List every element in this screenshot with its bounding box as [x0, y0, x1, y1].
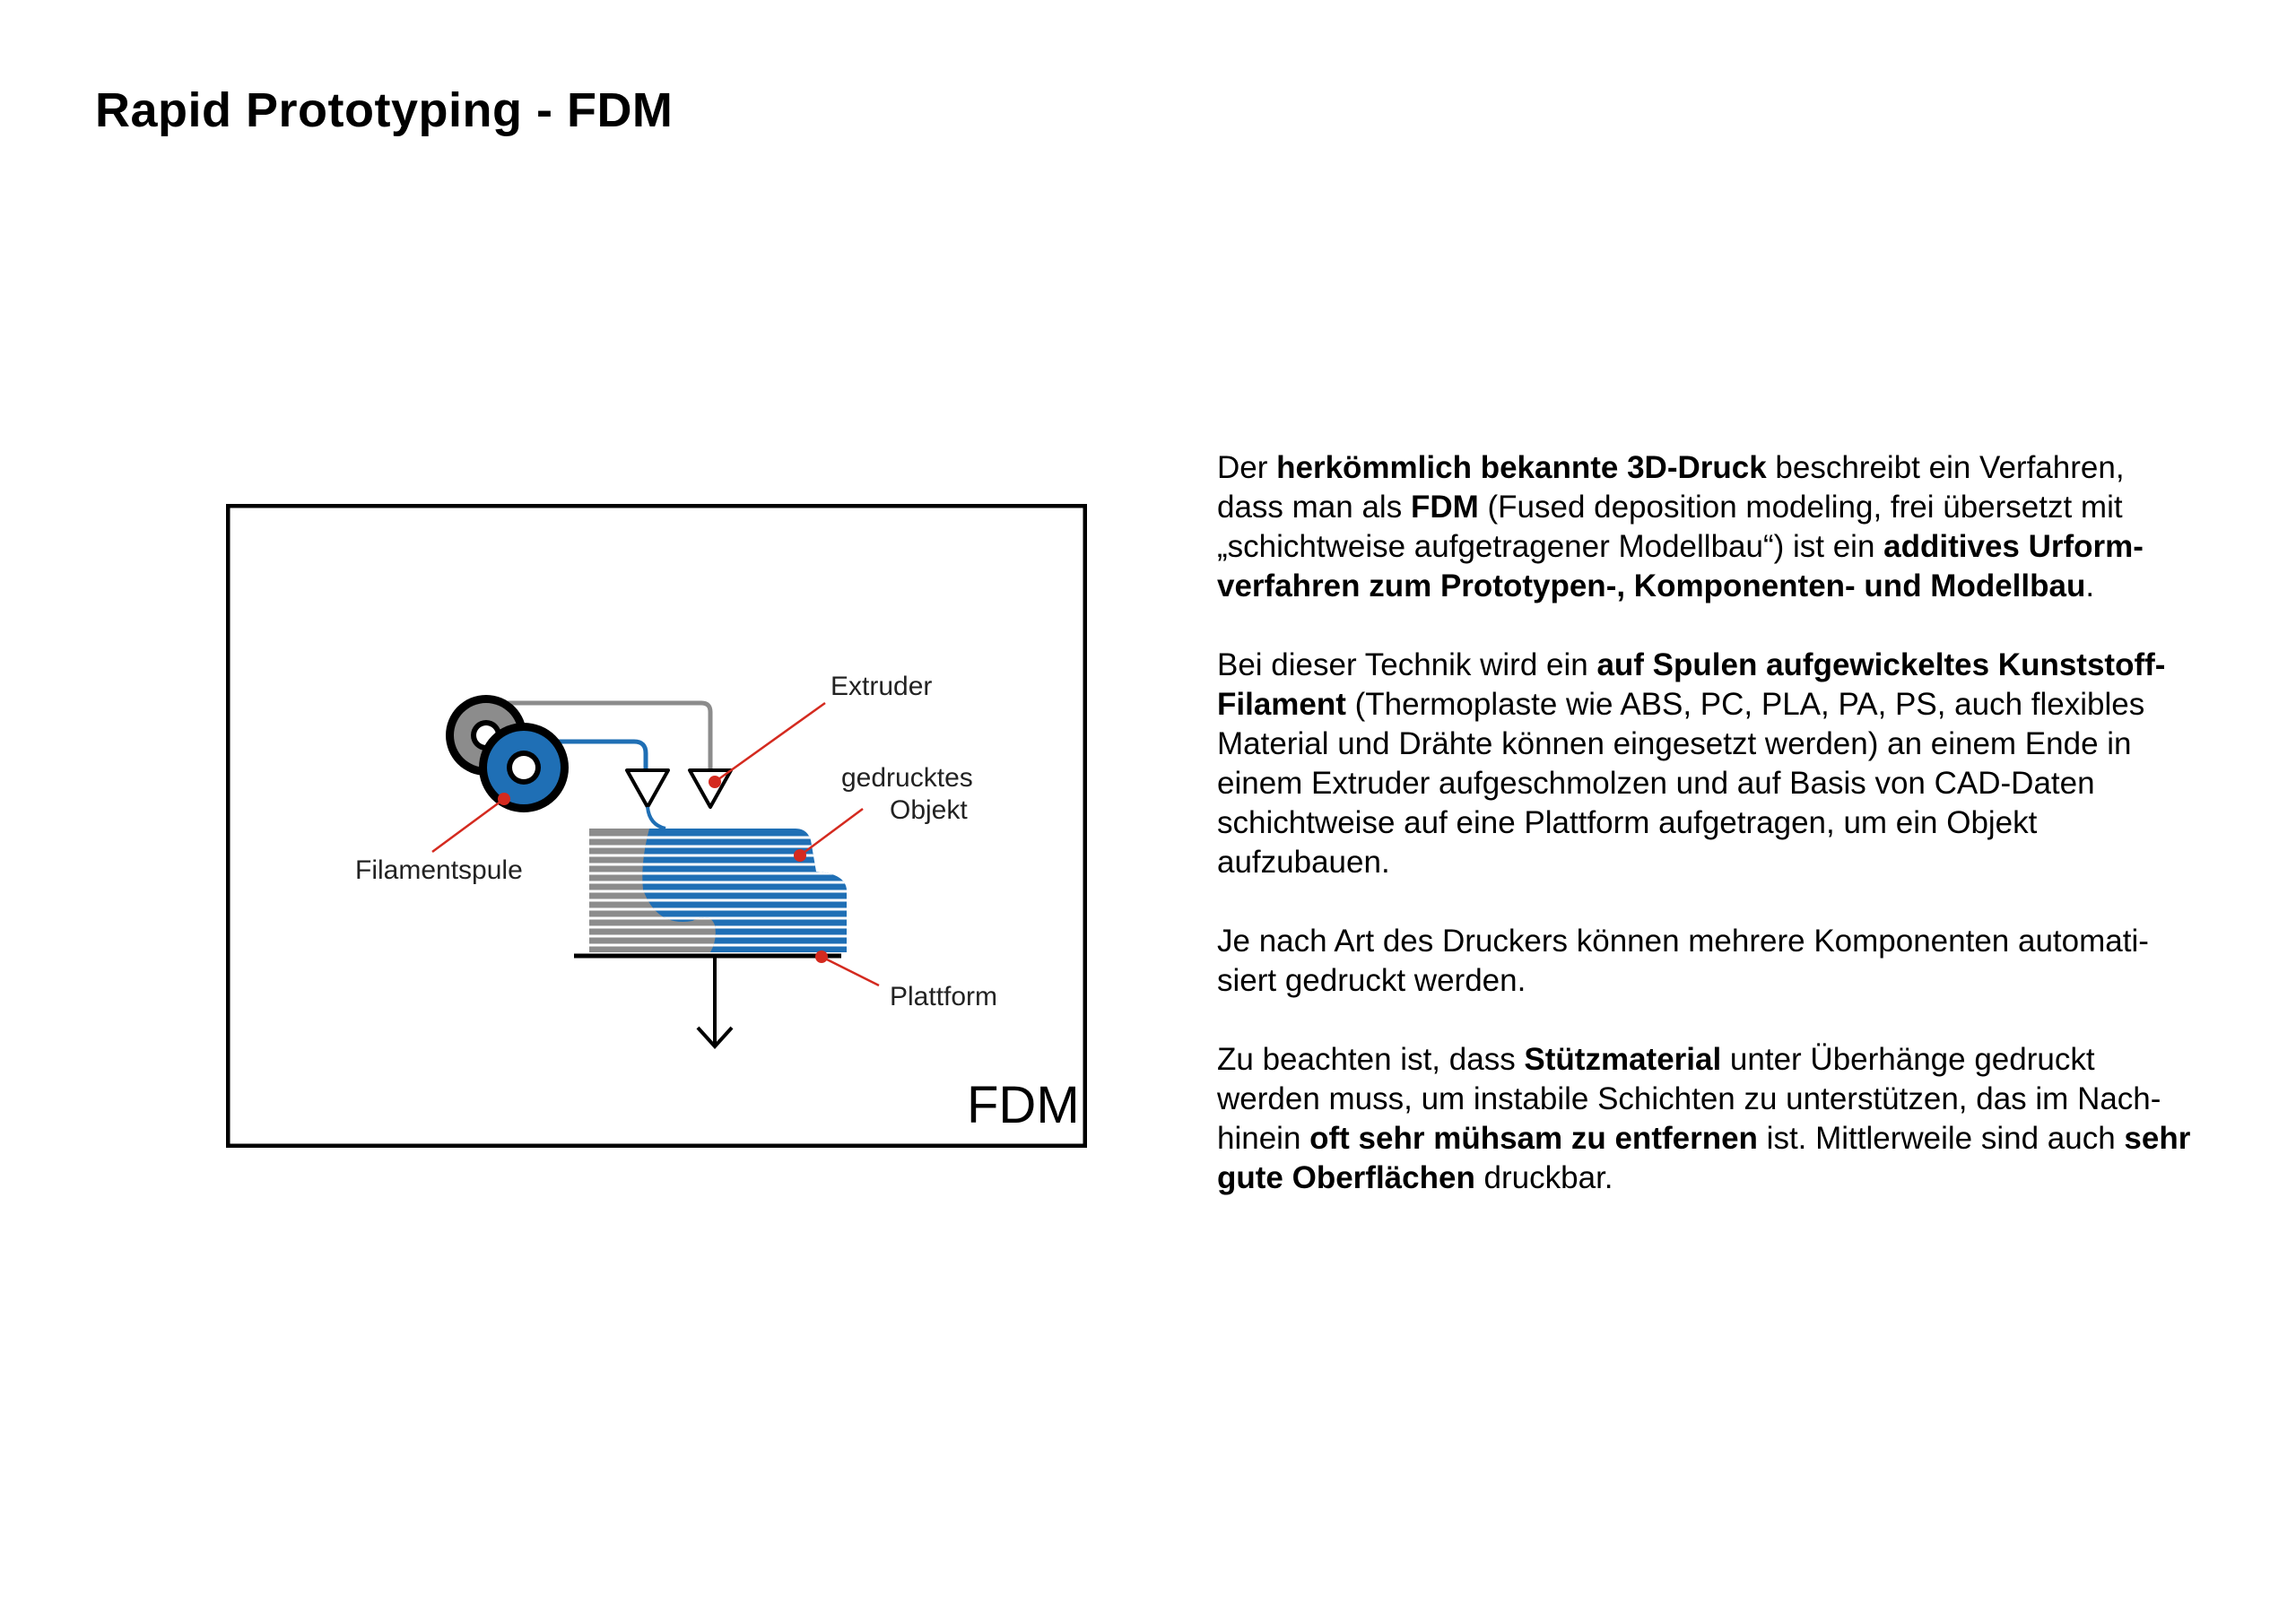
platform-pointer-line [822, 957, 879, 985]
description-text [1217, 448, 2195, 1237]
extruder-pointer-line [715, 703, 825, 782]
paragraph-3: Je nach Art des Druckers können mehrere Komponenten automatisiert gedruckt werden. [1217, 924, 2149, 998]
paragraph-2: Bei dieser Technik wird ein auf Spulen aufgewickeltes Kunststoff-Filament (Thermoplaste wie ABS, PC, PLA, PA, PS, auch flexibles Material und Drähte können eingesetzt werden) an einem Ende in einem Extruder aufgeschmolzen und auf Basis von CAD-Daten schichtweise auf eine Plattform aufgetragen, um ein Objekt aufzubauen. [1217, 647, 2166, 880]
diagram-title: FDM [967, 1076, 1080, 1134]
object-pointer-dot [794, 849, 806, 862]
paragraph-4: Zu beachten ist, dass Stützmaterial unter Überhänge gedruckt werden muss, um instabile Schichten zu unterstützen, das im Nachhinein oft sehr mühsam zu entfernen ist. Mittlerweile sind auch sehr gute Oberflächen druckbar. [1217, 1042, 2191, 1195]
object-label-line2: Objekt [890, 795, 968, 825]
paragraph-1: Der herkömmlich bekannte 3D-Druck beschreibt ein Verfahren, dass man als FDM (Fused deposition modeling, frei übersetzt mit „schichtweise aufgetragener Modellbau“) ist ein additives Urformverfahren zum Prototypen-, Komponenten- und Modellbau. [1217, 450, 2144, 603]
platform-pointer-dot [815, 950, 828, 963]
object-label-line1: gedrucktes [841, 763, 973, 793]
fdm-diagram [226, 504, 1087, 1148]
blue-filament-path [556, 742, 646, 769]
blue-filament-spool [479, 723, 569, 812]
extrusion-strand [648, 807, 665, 829]
object-pointer-line [800, 809, 863, 855]
spool-pointer-dot [498, 793, 510, 805]
extruder-nozzle-left [627, 770, 668, 807]
spool-label: Filamentspule [355, 855, 523, 885]
extruder-pointer-dot [709, 776, 721, 788]
platform-label: Plattform [890, 982, 998, 1011]
page-title: Rapid Prototyping - FDM [95, 83, 674, 137]
extruder-label: Extruder [831, 672, 933, 701]
fdm-diagram-svg [226, 504, 1087, 1148]
spool-pointer-line [432, 799, 504, 852]
